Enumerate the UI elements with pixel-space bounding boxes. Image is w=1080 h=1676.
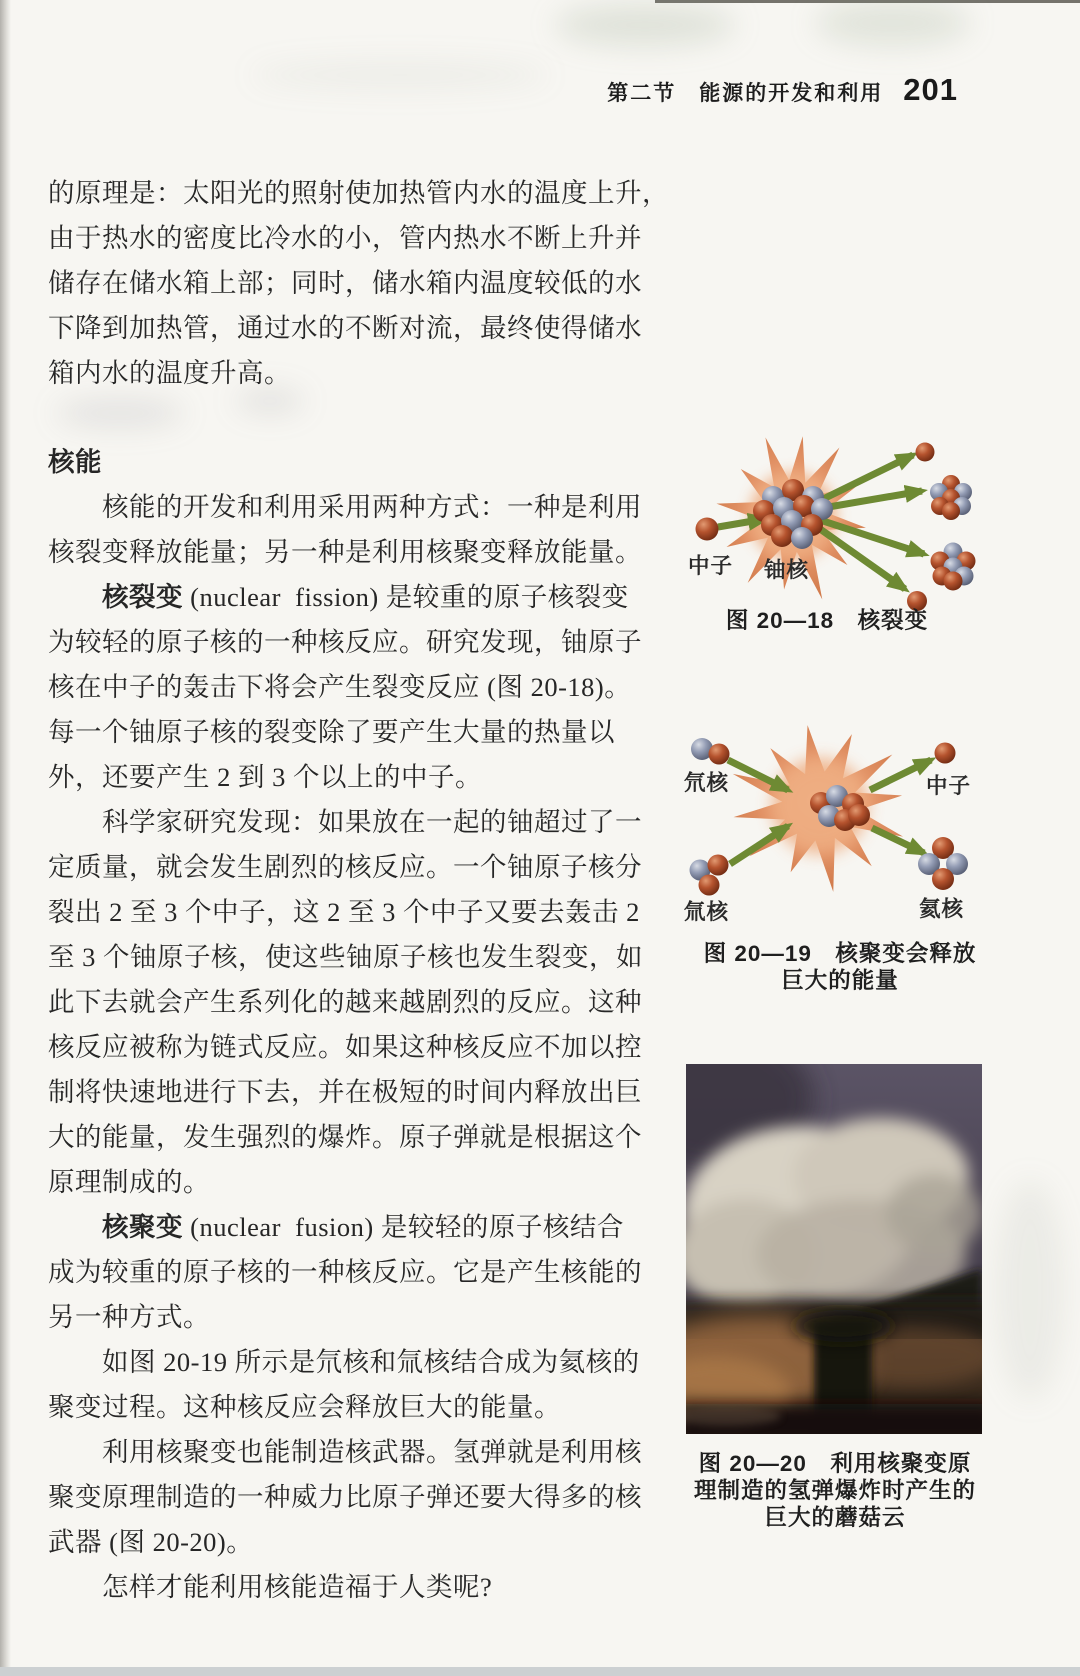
scan-smudge xyxy=(250,60,550,90)
helium-nucleus xyxy=(918,837,968,890)
emitted-neutron-sphere xyxy=(916,443,935,462)
text-line: 核在中子的轰击下将会产生裂变反应 (图 20-18)。 xyxy=(48,672,632,702)
text-line: 箱内水的温度升高。 xyxy=(48,358,291,388)
text-line: 每一个铀原子核的裂变除了要产生大量的热量以 xyxy=(48,717,615,747)
fission-diagram xyxy=(625,398,1025,638)
text-line: 核能的开发和利用采用两种方式：一种是利用 xyxy=(102,492,642,522)
daughter-nucleus-lower xyxy=(931,543,976,591)
mushroom-caption-line2: 理制造的氢弹爆炸时产生的 xyxy=(693,1478,976,1503)
page-edge-shadow-bottom xyxy=(0,1667,1080,1676)
fusion-helium-label: 氦核 xyxy=(919,897,965,921)
text-line: 成为较重的原子核的一种核反应。它是产生核能的 xyxy=(48,1257,642,1287)
fusion-caption-line2: 巨大的能量 xyxy=(781,968,899,993)
scan-smudge xyxy=(555,4,735,46)
text-line: 由于热水的密度比冷水的小，管内热水不断上升并 xyxy=(48,223,642,253)
mushroom-photo-caption xyxy=(650,1450,1020,1531)
text-line: 核聚变 (nuclear fusion) 是较轻的原子核结合 xyxy=(102,1212,624,1242)
daughter-nucleus-upper xyxy=(930,475,972,520)
fusion-deuterium-label: 氘核 xyxy=(684,771,730,795)
text-line: 至 3 个铀原子核，使这些铀原子核也发生裂变，如 xyxy=(48,942,643,972)
fusion-neutron-sphere xyxy=(935,743,956,764)
text-line: 核裂变释放能量；另一种是利用核聚变释放能量。 xyxy=(48,537,642,567)
fission-caption: 图 20—18 核裂变 xyxy=(725,608,929,633)
text-line: 的原理是：太阳光的照射使加热管内水的温度上升， xyxy=(48,178,669,208)
body-text xyxy=(48,168,669,1607)
text-line: 外，还要产生 2 到 3 个以上的中子。 xyxy=(48,762,482,792)
page-edge-shadow-left xyxy=(0,0,11,1676)
text-line: 大的能量，发生强烈的爆炸。原子弹就是根据这个 xyxy=(48,1122,642,1152)
page-edge-line-top xyxy=(655,0,1080,3)
tritium-nucleus xyxy=(690,855,729,896)
scan-smudge xyxy=(995,1180,1065,1400)
text-line: 科学家研究发现：如果放在一起的铀超过了一 xyxy=(102,807,642,837)
text-line: 武器 (图 20-20)。 xyxy=(48,1527,254,1557)
text-line: 制将快速地进行下去，并在极短的时间内释放出巨 xyxy=(48,1077,642,1107)
text-line: 储存在储水箱上部；同时，储水箱内温度较低的水 xyxy=(48,268,642,298)
running-header xyxy=(607,72,958,108)
section-heading: 核能 xyxy=(48,447,102,477)
mushroom-cloud-photo xyxy=(686,1064,982,1434)
text-line: 原理制成的。 xyxy=(48,1167,210,1197)
fission-uranium-label: 铀核 xyxy=(764,558,810,582)
fusion-tritium-label: 氚核 xyxy=(684,900,730,924)
scan-smudge xyxy=(815,0,970,46)
text-line: 裂出 2 至 3 个中子，这 2 至 3 个中子又要去轰击 2 xyxy=(48,897,640,927)
page-number: 201 xyxy=(903,72,958,107)
text-line: 怎样才能利用核能造福于人类呢? xyxy=(102,1572,493,1602)
mushroom-caption-line3: 巨大的蘑菇云 xyxy=(764,1505,906,1530)
text-line: 聚变过程。这种核反应会释放巨大的能量。 xyxy=(48,1392,561,1422)
text-line: 此下去就会产生系列化的越来越剧烈的反应。这种 xyxy=(48,987,642,1017)
fusion-caption-line1: 图 20—19 核聚变会释放 xyxy=(703,941,977,966)
text-line: 核反应被称为链式反应。如果这种核反应不加以控 xyxy=(48,1032,642,1062)
text-line: 核裂变 (nuclear fission) 是较重的原子核裂变 xyxy=(102,582,629,612)
text-line: 另一种方式。 xyxy=(48,1302,210,1332)
mushroom-caption-line1: 图 20—20 利用核聚变原 xyxy=(698,1451,972,1476)
fusion-neutron-label: 中子 xyxy=(926,774,972,798)
text-line: 下降到加热管，通过水的不断对流，最终使得储水 xyxy=(48,313,642,343)
fission-neutron-label: 中子 xyxy=(688,554,734,578)
text-line: 如图 20-19 所示是氘核和氚核结合成为氦核的 xyxy=(102,1347,640,1377)
text-line: 定质量，就会发生剧烈的核反应。一个铀原子核分 xyxy=(48,852,642,882)
text-line: 聚变原理制造的一种威力比原子弹还要大得多的核 xyxy=(48,1482,642,1512)
text-line: 为较轻的原子核的一种核反应。研究发现，铀原子 xyxy=(48,627,642,657)
neutron-sphere xyxy=(696,518,719,541)
cloud-cap xyxy=(686,1118,982,1309)
text-line: 利用核聚变也能制造核武器。氢弹就是利用核 xyxy=(102,1437,642,1467)
section-title: 第二节 能源的开发和利用 xyxy=(607,82,884,105)
fusion-caption xyxy=(640,940,1040,994)
deuterium-nucleus xyxy=(691,738,730,765)
